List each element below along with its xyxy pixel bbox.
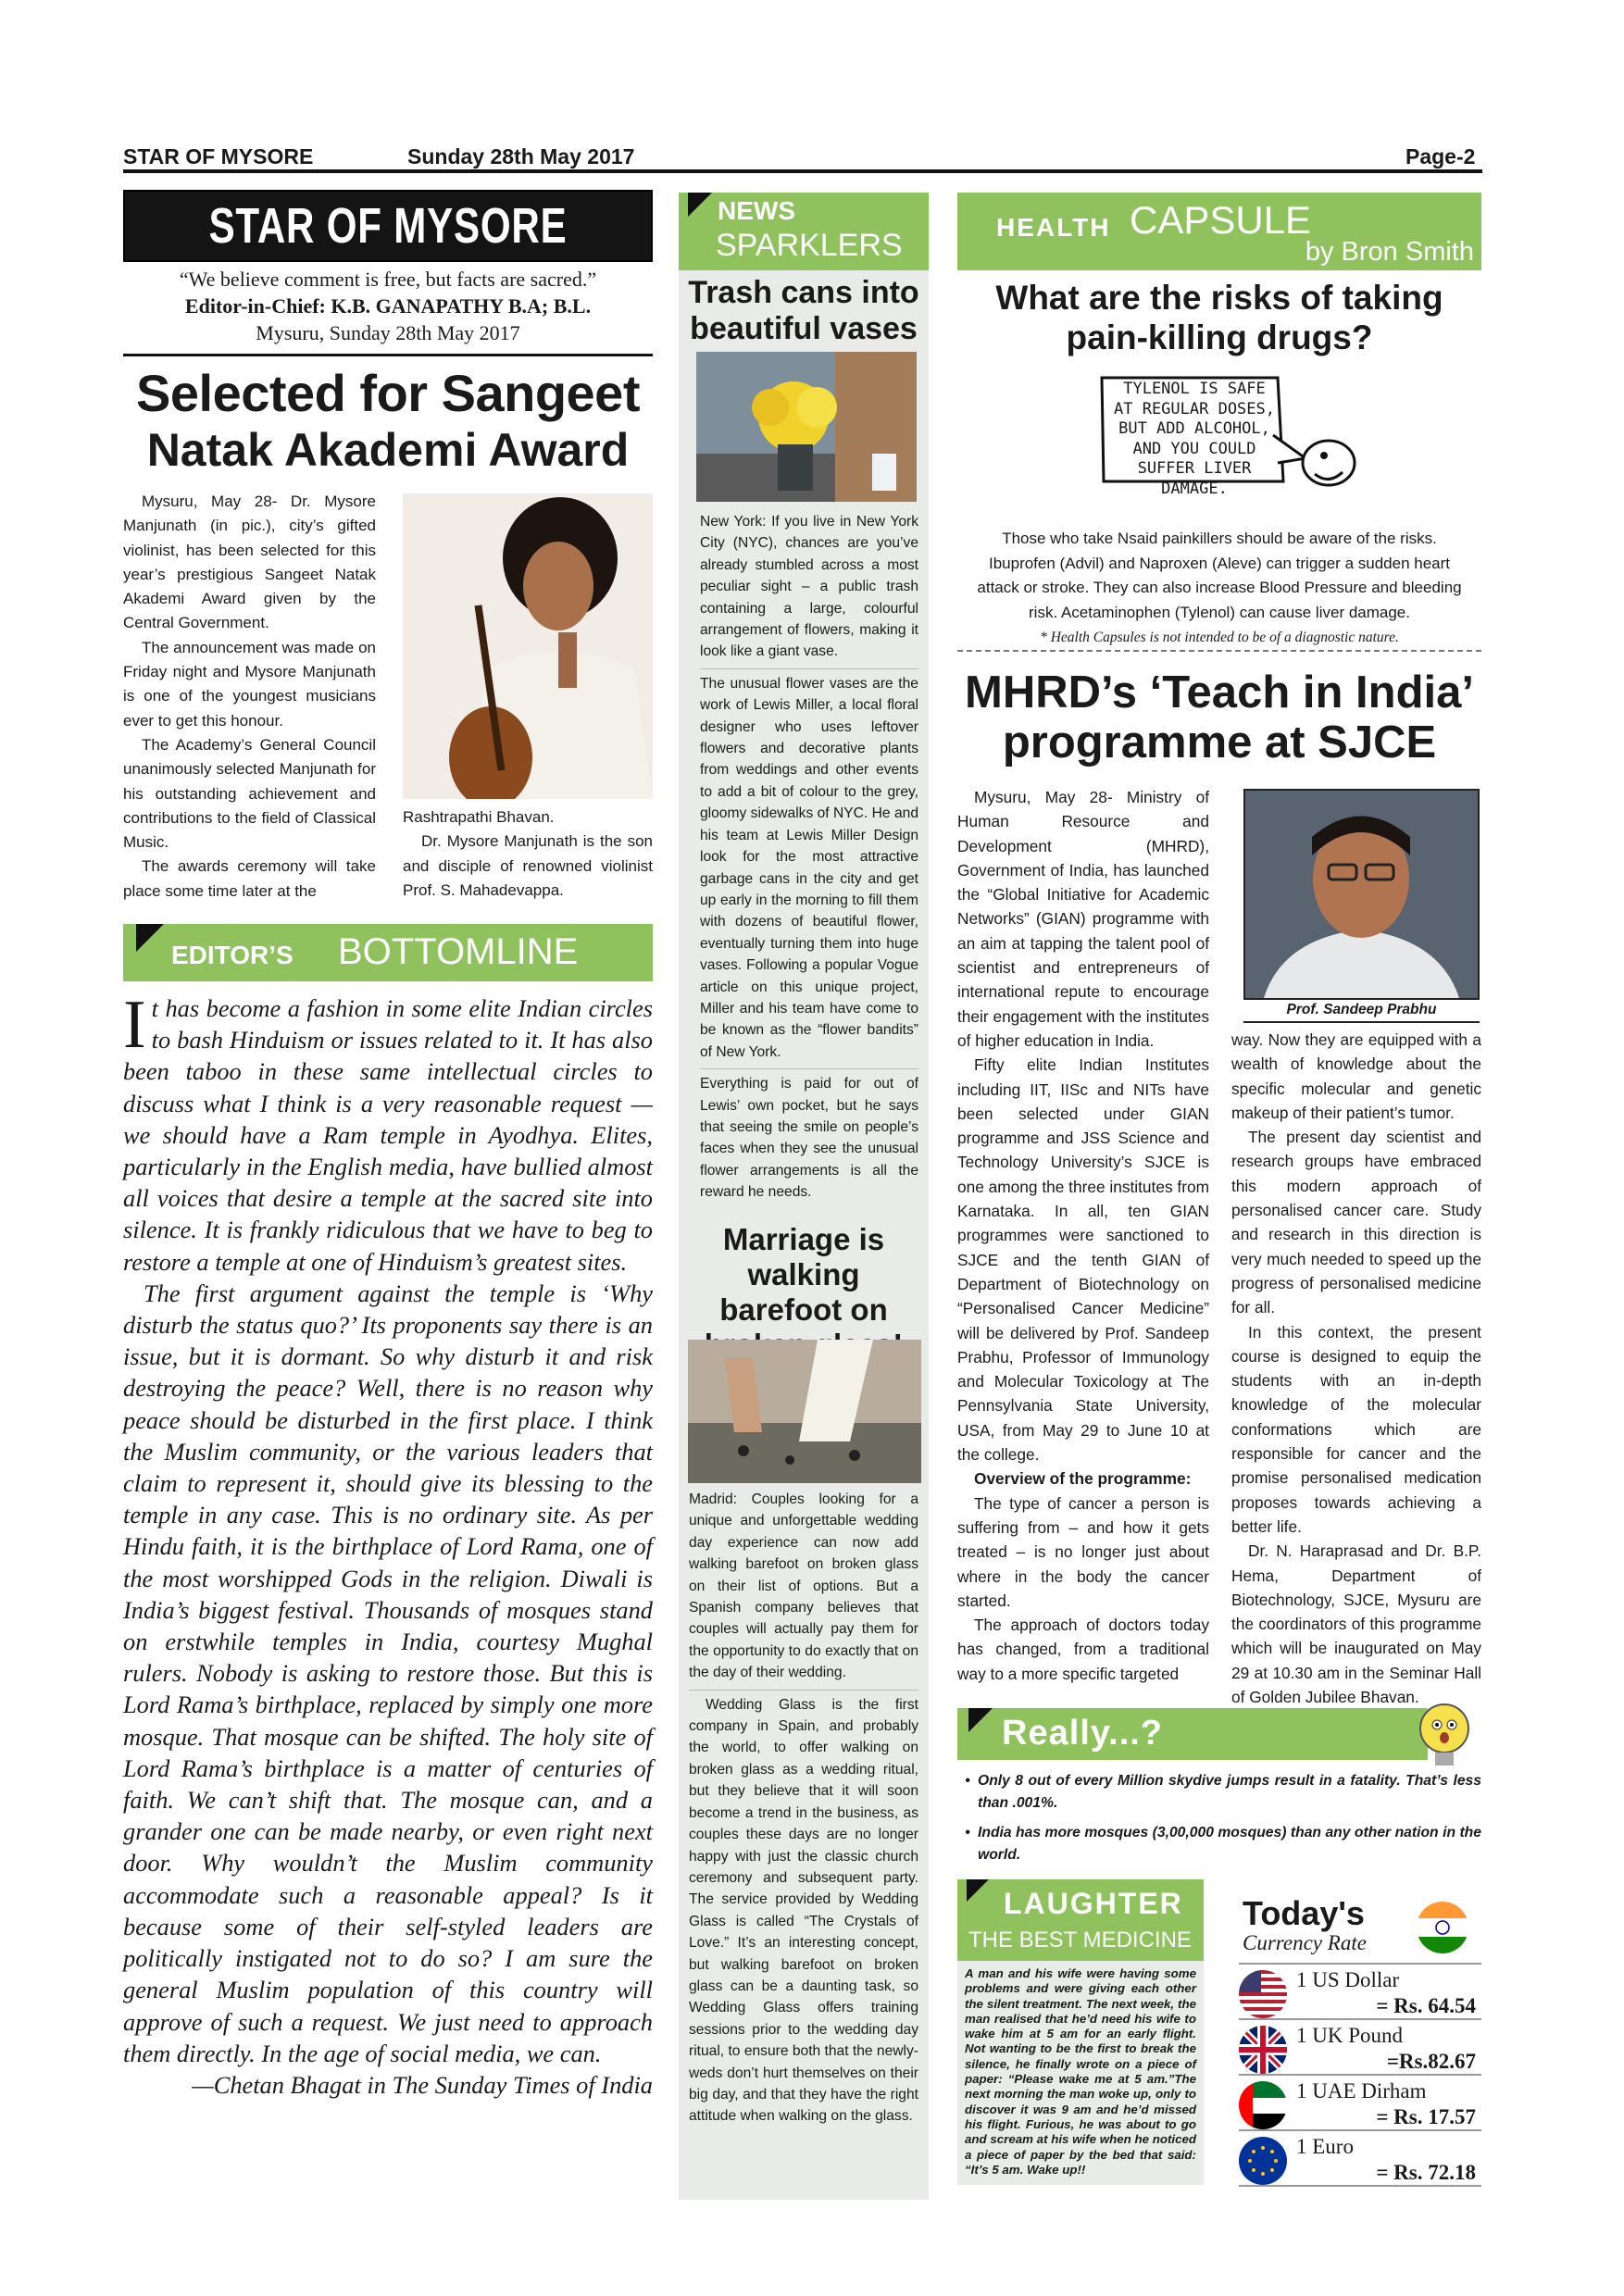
divider — [700, 668, 918, 669]
paragraph: In this context, the present course is designed to equip the students with an in-depth knowledge of the molecular conformations which are responsible for cancer and the promise personalised medication proposes towards achieving a better life. — [1231, 1322, 1481, 1536]
violinist-portrait-icon — [403, 493, 653, 799]
trash-headline: Trash cans into beautiful vases — [688, 275, 919, 346]
paragraph: The announcement was made on Friday night and Mysore Manjunath is one of the youngest musicians ever to get this honour. — [123, 638, 376, 730]
currency-title: Today's — [1243, 1894, 1365, 1932]
currency-name: 1 UAE Dirham — [1296, 2079, 1427, 2103]
laughter-body: A man and his wife were having some problems and were giving each other the silent treatment. The next week, the man realised that he’d need his wife to wake him at 5 am for an early flight. Not wanting to be the first to break the silence, he finally wrote on a piece of paper: “Please wake me at 5 am.”The next morning the man woke up, only to discover it was 9 am and he’d missed his flight. Furious, he was about to go and scream at his wife when he noticed a piece of paper by the bed that said: “It’s 5 am. Wake up!! — [957, 1961, 1204, 2185]
really-label: Really...? — [1002, 1714, 1164, 1753]
currency-value: = Rs. 64.54 — [1376, 1994, 1476, 2017]
paragraph: Fifty elite Indian Institutes including IIT, IISc and NITs have been selected under GIAN programme and JSS Science and Technology University’s SJCE is one among the three institutes from Karnataka. In all, ten GIAN programmes were sanctioned to SJCE and the tenth GIAN of Department of Biotechnology on “Personalised Cancer Medicine” will be delivered by Prof. Sandeep Prabhu, Professor of Immunology and Molecular Toxicology at The Pennsylvania State University, USA, from May 29 to June 10 at the college. — [957, 1055, 1209, 1465]
masthead-editor: Editor-in-Chief: K.B. GANAPATHY B.A; B.L. — [184, 294, 592, 318]
header-rule — [123, 169, 1482, 173]
really-section-header — [957, 1708, 1428, 1760]
masthead-rule — [123, 354, 653, 356]
mhrd-headline-line2: programme at SJCE — [1002, 718, 1437, 767]
news-label-small: NEWS — [718, 196, 795, 225]
currency-row — [1239, 2078, 1481, 2131]
currency-value: =Rs.82.67 — [1386, 2050, 1476, 2073]
really-list — [957, 1770, 1481, 1866]
us-flag-icon — [1239, 1970, 1287, 2018]
corner-tab-icon — [968, 1708, 993, 1732]
uk-flag-icon — [1239, 2026, 1287, 2074]
editor-byline: —Chetan Bhagat in The Sunday Times of India — [192, 2070, 653, 2099]
paragraph: Dr. Mysore Manjunath is the son and disciple of renowned violinist Prof. S. Mahadevappa. — [403, 832, 653, 899]
running-date: Sunday 28th May 2017 — [407, 144, 635, 168]
paragraph: The unusual flower vases are the work of Lewis Miller, a local floral designer who uses leftover flowers and decorative plants from weddings and other events to add a bit of colour to the grey, gloomy sidewalks of NYC. He and his team at Lewis Miller Design look for the most attractive garbage cans in the city and get up early in the morning to fill them with dozens of beautiful flower, eventually turning them into huge vases. Following a popular Vogue article on this unique project, Miller and his team have come to be known as the “flower bandits” of New York. — [700, 675, 918, 1060]
currency-row — [1239, 2022, 1481, 2076]
health-body: Those who take Nsaid painkillers should be aware of the risks. Ibuprofen (Advil) and Naproxen (Aleve) can trigger a sudden heart attack or stroke. They can also increase Blood Pressure and bleeding risk. Acetaminophen (Tylenol) can cause liver damage. — [977, 530, 1462, 621]
paragraph: t has become a fashion in some elite Indian circles to bash Hinduism or issues related to it. It has also been taboo in these same intellectual circles to discuss what I think is a very reasonable request — we should have a Ram temple in Ayodhya. Elites, particularly in the English media, have bullied almost all voices that desire a temple at the sacred site into silence. It is frankly ridiculous that we have to beg to restore a temple at one of Hinduism’s greatest sites. — [123, 994, 653, 1276]
currency-subtitle: Currency Rate — [1243, 1931, 1367, 1954]
running-page-number: Page-2 — [1405, 144, 1476, 168]
overview-subhead: Overview of the programme: — [974, 1469, 1192, 1489]
flower-trash-can-icon — [696, 352, 917, 502]
marriage-headline: Marriage is walking barefoot on — [719, 1222, 888, 1327]
mhrd-headline-line1: MHRD’s ‘Teach in India’ — [965, 668, 1474, 718]
masthead-motto: “We believe comment is free, but facts are sacred.” — [179, 268, 597, 291]
lightbulb-icon — [1412, 1699, 1477, 1773]
cartoon-text: TYLENOL IS SAFE AT REGULAR DOSES, BUT ADD ALCOHOL, AND YOU COULD SUFFER LIVER DAMAGE. — [1114, 380, 1275, 498]
paragraph: The awards ceremony will take place some time later at the — [123, 857, 376, 900]
health-label-big: CAPSULE — [1130, 198, 1312, 242]
currency-name: 1 US Dollar — [1296, 1968, 1400, 1991]
uae-flag-icon — [1239, 2081, 1287, 2129]
corner-tab-icon — [136, 924, 164, 952]
paragraph: Mysuru, May 28- Dr. Mysore Manjunath (in pic.), city’s gifted violinist, has been selected for this year’s prestigious Sangeet Natak Akademi Award given by the Central Government. — [123, 493, 376, 632]
paragraph: way. Now they are equipped with a wealth of knowledge about the specific molecular and genetic makeup of their patient’s tumor. — [1231, 1030, 1481, 1122]
editor-body — [123, 987, 653, 2101]
health-rule — [957, 650, 1481, 652]
paragraph: Everything is paid for out of Lewis’ own pocket, but he says that seeing the smile on people’s faces when they see the unusual flower arrangements is all the reward he needs. — [700, 1076, 918, 1201]
sangeet-headline-line2: Natak Akademi Award — [146, 424, 630, 476]
paragraph: Dr. N. Haraprasad and Dr. B.P. Hema, Department of Biotechnology, SJCE, Mysuru are the coordinators of this programme which will be inaugurated on May 29 at 10.30 am in the Seminar Hall of Golden Jubilee Bhavan. — [1231, 1541, 1481, 1707]
currency-rule — [1239, 1963, 1481, 1965]
currency-value: = Rs. 17.57 — [1376, 2105, 1476, 2128]
professor-portrait-icon — [1245, 791, 1478, 998]
barefoot-glass-icon — [688, 1340, 921, 1483]
currency-name: 1 Euro — [1296, 2135, 1354, 2158]
caption-rule — [1243, 1021, 1480, 1023]
flower-vase-photo — [696, 352, 917, 502]
list-item: • India has more mosques (3,00,000 mosques) than any other nation in the world. — [965, 1825, 1481, 1863]
paragraph: The first argument against the temple is ‘Why disturb the status quo?’ Its proponents say there is an issue, but it is dormant. So why disturb it and risk destroying the peace? Well, there is no reason why peace should be disturbed in the first place. I think the Muslim community, or the various leaders that claim to represent it, should give its blessing to the temple in any case. This is no ordinary site. As per Hindu faith, it is the birthplace of Lord Rama, one of the most worshipped Gods in the religion. Diwali is India’s biggest festival. Thousands of mosques stand on erstwhile temples in India, courtesy Mughal rulers. Nobody is asking to restore those. But this is Lord Rama’s birthplace, replaced by simply one more mosque. That mosque can be shifted. The holy site of Lord Rama’s birthplace is a matter of centuries of faith. We can’t shift that. The mosque can, and a grander one can be made nearby, or even right next door. Why wouldn’t the Muslim community accommodate such a reasonable appeal? Is it because some of their self-styled leaders are politically instigated not to do so? I am sure the general Muslim population of this country will approve of such a request. We just need to approach them directly. In the age of social media, we can. — [123, 1279, 653, 2067]
mhrd-body-right — [1231, 1028, 1481, 1709]
dropcap: I — [123, 987, 146, 1063]
divider — [700, 1068, 918, 1069]
editor-label-big: BOTTOMLINE — [338, 931, 579, 972]
health-label-small: HEALTH — [996, 213, 1111, 242]
prabhu-caption: Prof. Sandeep Prabhu — [1286, 1002, 1437, 1017]
health-section-header — [957, 193, 1481, 270]
paragraph: Wedding Glass is the first company in Spain, and probably the world, to offer walking on broken glass as a wedding ritual, but they believe that it will soon become a trend in the business, as couples these days are no longer happy with just the classic church ceremony and subsequent party. The service provided by Wedding Glass is called “The Crystals of Love.” It’s an interesting concept, but walking barefoot on broken glass can be a daunting task, so Wedding Glass offers training sessions prior to the wedding day ritual, to ensure both that the newly-weds don’t hurt themselves on their big day, and that they have the right attitude when walking on the glass. — [689, 1696, 918, 2125]
health-headline: What are the risks of taking pain-killing drugs? — [995, 279, 1443, 356]
sangeet-headline-line1: Selected for Sangeet — [136, 364, 640, 422]
paragraph: Madrid: Couples looking for a unique and unforgettable wedding day experience can now add walking barefoot on broken glass on their list of options. But a Spanish company believes that couples will actually pay them for the opportunity to do exactly that on the day of their wedding. — [689, 1491, 918, 1681]
editor-section-header — [123, 924, 653, 981]
currency-row — [1239, 2133, 1481, 2187]
mhrd-body-left — [957, 785, 1209, 1686]
health-disclaimer: * Health Capsules is not intended to be of a diagnostic nature. — [1040, 630, 1399, 645]
health-byline: by Bron Smith — [1305, 237, 1474, 267]
news-label-big: SPARKLERS — [716, 228, 903, 263]
corner-tab-icon — [688, 193, 712, 217]
sangeet-body-left — [123, 490, 376, 904]
paragraph: New York: If you live in New York City (NYC), chances are you’ve already stumbled across a most peculiar sight – a public trash containing a large, colourful arrangement of flowers, making it look like a giant vase. — [700, 514, 918, 660]
editor-label-small: EDITOR’S — [171, 941, 294, 969]
masthead-logo: STAR OF MYSORE — [123, 190, 653, 262]
currency-value: = Rs. 72.18 — [1376, 2161, 1476, 2184]
prabhu-photo — [1243, 789, 1480, 1000]
trash-body — [700, 511, 918, 1204]
marriage-body — [689, 1489, 918, 2128]
laughter-label-small: THE BEST MEDICINE — [968, 1928, 1192, 1953]
sangeet-body-right — [403, 805, 653, 903]
eu-flag-icon — [1239, 2137, 1287, 2185]
running-paper-name: STAR OF MYSORE — [123, 144, 314, 168]
paragraph: The present day scientist and research groups have embraced this modern approach of personalised cancer care. Study and research in this direction is very much needed to speed up the progress of personalised medicine for all. — [1231, 1128, 1481, 1317]
paragraph: The Academy’s General Council unanimously selected Manjunath for his outstanding achievement and contributions to the field of Classical Music. — [123, 735, 376, 852]
corner-tab-icon — [967, 1879, 989, 1902]
india-flag-icon — [1415, 1900, 1470, 1955]
list-item: • Only 8 out of every Million skydive jumps result in a fatality. That’s less than .001%. — [965, 1773, 1481, 1811]
laughter-label-big: LAUGHTER — [1004, 1887, 1183, 1920]
tylenol-cartoon — [1093, 370, 1361, 509]
divider — [689, 1690, 918, 1691]
currency-name: 1 UK Pound — [1296, 2024, 1404, 2047]
currency-row — [1239, 1966, 1481, 2020]
paragraph: Rashtrapathi Bhavan. — [403, 808, 555, 826]
manjunath-photo — [403, 493, 653, 799]
laughter-section-header — [957, 1879, 1204, 1961]
broken-glass-photo — [688, 1340, 921, 1483]
masthead-dateline: Mysuru, Sunday 28th May 2017 — [256, 321, 520, 344]
news-section-header — [679, 193, 929, 270]
paragraph: Mysuru, May 28- Ministry of Human Resource and Development (MHRD), Government of India, has launched the “Global Initiative for Academic Networks” (GIAN) programme with an aim at tapping the talent pool of scientist and entrepreneurs of international repute to encourage their engagement with the institutes of higher education in India. — [957, 788, 1209, 1050]
paragraph: The type of cancer a person is suffering from – and how it gets treated – is no longer just about where in the body the cancer started. — [957, 1493, 1209, 1610]
paragraph: The approach of doctors today has changed, from a traditional way to a more specific targeted — [957, 1616, 1209, 1683]
